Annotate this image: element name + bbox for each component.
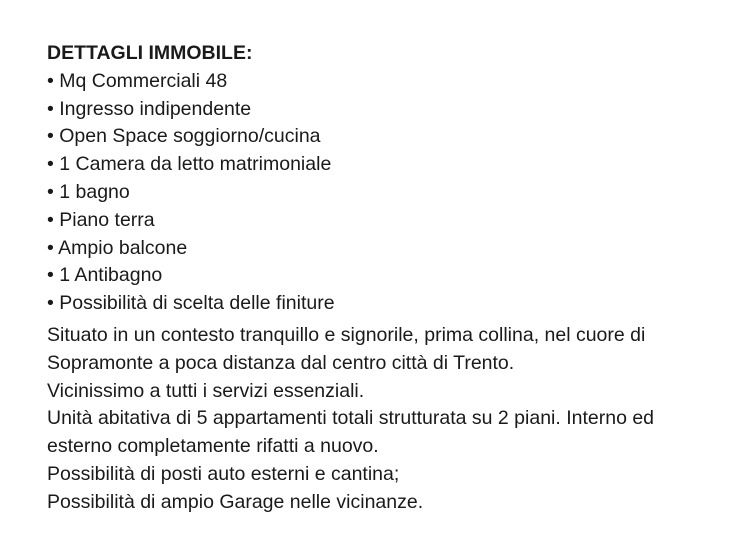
bullet: •: [47, 208, 60, 231]
bullet: •: [47, 153, 60, 176]
description-paragraph: Possibilità di posti auto esterni e cantina;: [47, 462, 400, 485]
list-item: [47, 123, 707, 151]
list-item: [47, 179, 707, 207]
description-paragraph: Vicinissimo a tutti i servizi essenziali.: [47, 379, 365, 402]
bullet: •: [47, 97, 60, 120]
bullet: •: [47, 264, 60, 287]
bullet: •: [47, 292, 60, 315]
feature-text: 1 Antibagno: [59, 264, 163, 287]
feature-text: 1 bagno: [59, 180, 130, 203]
feature-text: Ingresso indipendente: [59, 97, 252, 120]
feature-text: Mq Commerciali 48: [59, 69, 228, 92]
list-item: [47, 262, 707, 290]
list-item: [47, 96, 707, 124]
bullet: •: [47, 69, 60, 92]
description-paragraph: Possibilità di ampio Garage nelle vicinanze.: [47, 490, 424, 513]
list-item: [47, 235, 707, 263]
section-heading: DETTAGLI IMMOBILE:: [47, 42, 253, 64]
bullet: •: [47, 236, 59, 259]
feature-list: [47, 68, 707, 318]
list-item: [47, 290, 707, 318]
feature-text: Possibilità di scelta delle finiture: [59, 292, 335, 315]
description-paragraph: Situato in un contesto tranquillo e signorile, prima collina, nel cuore di Sopramonte a poca distanza dal centro città di Trento.: [47, 323, 646, 374]
list-item: [47, 68, 707, 96]
bullet: •: [47, 125, 60, 148]
bullet: •: [47, 180, 60, 203]
feature-text: 1 Camera da letto matrimoniale: [59, 153, 332, 176]
feature-text: Piano terra: [59, 208, 155, 231]
property-details: [47, 40, 707, 517]
feature-text: Ampio balcone: [58, 236, 188, 259]
feature-text: Open Space soggiorno/cucina: [59, 125, 321, 148]
list-item: [47, 151, 707, 179]
description: [47, 322, 707, 517]
list-item: [47, 207, 707, 235]
description-paragraph: Unità abitativa di 5 appartamenti totali strutturata su 2 piani. Interno ed esterno completamente rifatti a nuovo.: [47, 407, 655, 458]
